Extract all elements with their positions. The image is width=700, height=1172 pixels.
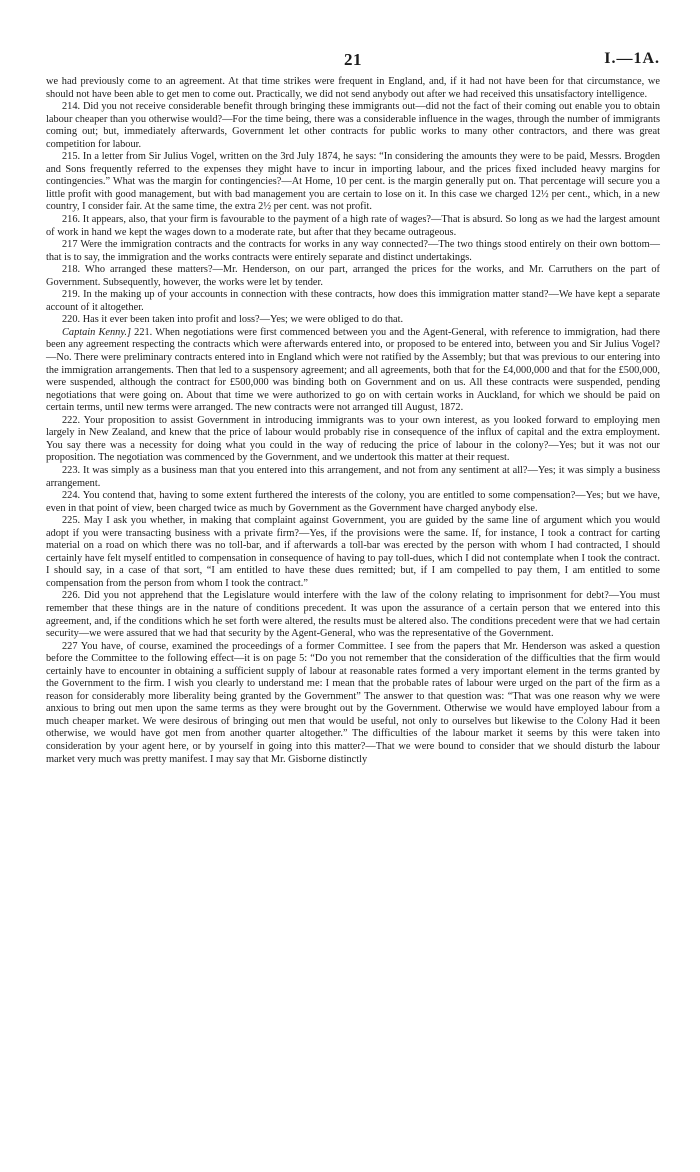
paragraph-225: 225. May I ask you whether, in making that complaint against Government, you are guided by the same line of argument which you would adopt if you were transacting business with a private firm?—Yes, if the provisions were the same. If, for instance, I took a contract for carting material on a road on which there was no toll-bar, and if afterwards a toll-bar was erected by the person with whom I had contracted, I should certainly have felt myself entitled to compensation in consequence of having to pay toll-dues, which I did not contemplate when I took the contract. I should say, in a case of that sort, “I am entitled to have these dues remitted; but, if I am compelled to pay them, I am entitled to some compensation from the person from whom I took the contract.”: [46, 515, 660, 589]
paragraph-216: 216. It appears, also, that your firm is favourable to the payment of a high rate of wages?—That is absurd. So long as we had the largest amount of work in hand we kept the wages down to a moderate rate, but after that they became outrageous.: [46, 214, 660, 238]
paragraph-continuation: we had previously come to an agreement. At that time strikes were frequent in England, and, if it had not have been for that circumstance, we should not have been able to get men to come out. Practically, we did not send anybody out after we had received this unsatisfactory intelligence.: [46, 76, 660, 100]
paragraph-215: 215. In a letter from Sir Julius Vogel, written on the 3rd July 1874, he says: “In considering the amounts they were to be paid, Messrs. Brogden and Sons frequently referred to the expenses they might have to incur in importing labour, and the prices fixed included heavy margins for contingencies.” What was the margin for contingencies?—At Home, 10 per cent. is the margin generally put on. That percentage will secure you a little profit with good management, but with bad management you are certain to lose on it. In this case we charged 12½ per cent., which, in a new country, I consider fair. At the same time, the extra 2½ per cent. was not profit.: [46, 151, 660, 213]
paragraph-222: 222. Your proposition to assist Government in introducing immigrants was to your own interest, as you looked forward to employing men largely in New Zealand, and knew that the price of labour would probably rise in consequence of the influx of capital and the extra employment. You say there was a necessity for doing what you could in the way of reducing the price of labour in the colony?—Yes; but it was not our proposition. The negotiation was commenced by the Government, and we undertook this matter at their request.: [46, 414, 660, 464]
paragraph-224: 224. You contend that, having to some extent furthered the interests of the colony, you are entitled to some compensation?—Yes; but we have, even in that point of view, been charged twice as much by Government as the Government have charged anybody else.: [46, 490, 660, 514]
paragraph-217: 217 Were the immigration contracts and the contracts for works in any way connected?—The two things stood entirely on their own bottom—that is to say, the immigration and the works contracts were entirely separate and distinct undertakings.: [46, 239, 660, 263]
testimony-body: [46, 76, 660, 766]
document-reference: I.—1A.: [604, 50, 660, 67]
paragraph-214: 214. Did you not receive considerable benefit through bringing these immigrants out—did not the fact of their coming out enable you to obtain labour cheaper than you otherwise would?—For the time being, there was a considerable influence in the wages, through the number of immigrants coming out; but, immediately afterwards, Government let other contracts for public works to many other contractors, and there was great competition for labour.: [46, 101, 660, 150]
paragraph-218: 218. Who arranged these matters?—Mr. Henderson, on our part, arranged the prices for the works, and Mr. Carruthers on the part of Government. Subsequently, however, the works were let by tender.: [46, 264, 660, 288]
paragraph-226: 226. Did you not apprehend that the Legislature would interfere with the law of the colony relating to imprisonment for debt?—You must remember that these things are in the nature of conditions precedent. It was upon the assurance of a certain person that we entered into this agreement, and, if the conditions which he set forth were altered, the results must be altered also. The conditions precedent were that we had certain security—we were assured that we had that security by the Agent-General, who was the representative of the Government.: [46, 590, 660, 640]
paragraph-219: 219. In the making up of your accounts in connection with these contracts, how does this immigration matter stand?—We have kept a separate account of it altogether.: [46, 289, 660, 313]
page-number: 21: [344, 50, 362, 69]
speaker-label: Captain Kenny.]: [62, 326, 131, 338]
paragraph-220: 220. Has it ever been taken into profit and loss?—Yes; we were obliged to do that.: [62, 314, 404, 326]
paragraph-227: 227 You have, of course, examined the proceedings of a former Committee. I see from the papers that Mr. Henderson was asked a question before the Committee to the following effect—it is on page 5: “Do you not remember that the consideration of the difficulties that the firm would certainly have to encounter in obtaining a sufficient supply of labour at reasonable rates formed a very important element in the terms granted by the Government to the firm. I wish you clearly to understand me: I mean that the probable rates of labour were urged on the part of the firm as a reason for considerably more liberality being granted by the Government” The answer to that question was: “That was one reason why we were anxious to bring out men upon the same terms as they were brought out by the Government. Otherwise we would have employed labour from a much cheaper market. We were desirous of bringing out men that would be useful, not only to ourselves but likewise to the Colony Had it been otherwise, we would have got men from another quarter altogether.” The difficulties of the labour market it seems by this were taken into consideration by your agent here, or by yourself in going into this matter?—That we were bound to consider that we should disturb the labour market very much was pretty manifest. I may say that Mr. Gisborne distinctly: [46, 640, 660, 765]
paragraph-221: Captain Kenny.] 221. When negotiations were first commenced between you and the Agent-General, with reference to immigration, had there been any agreement respecting the contracts which were afterwards entered into, or proposed to be entered into, between you and Sir Julius Vogel?—No. There were preliminary contracts entered into in England which were not ratified by the Assembly; but that was previous to our entering into the immigration arrangements. Then that led to a suspensory agreement; and all agreements, both that for the £4,000,000 and that for the £500,000, were suspended, although the contract for £500,000 was binding both on Government and on us. All these contracts were suspended, pending negotiations that were going on. About that time we were authorized to go on with certain works in Auckland, for which we should be paid on certain terms, until new terms were arranged. The new contracts were not arranged till August, 1872.: [46, 326, 660, 414]
paragraph-223: 223. It was simply as a business man that you entered into this arrangement, and not from any sentiment at all?—Yes; it was simply a business arrangement.: [46, 464, 660, 489]
page-header: [46, 50, 660, 76]
